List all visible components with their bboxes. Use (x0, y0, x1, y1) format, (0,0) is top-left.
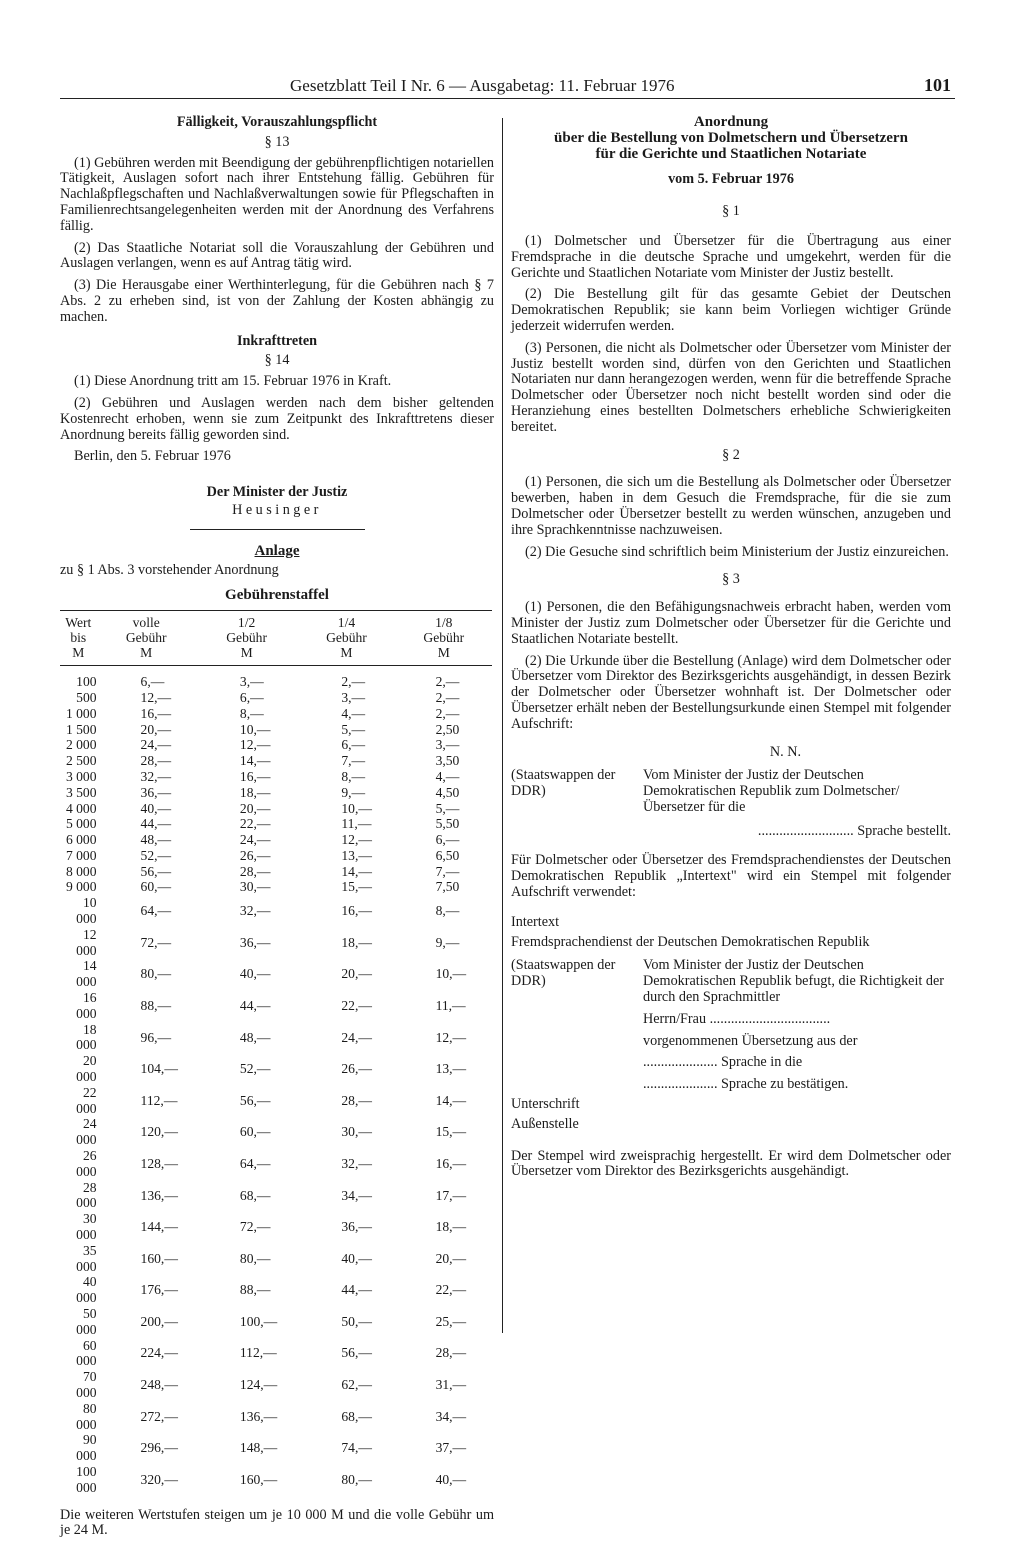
table-cell-fee: 17,— (435, 1187, 467, 1203)
section-1-paragraph-3: (3) Personen, die nicht als Dolmetscher oder Übersetzer vom Minister der Justiz bestellt worden sind, dürfen von den Gerichten und Staatlichen Notariaten nur dann herangezogen werden, wenn für die betreffende Sprache Dolmetscher oder Übersetzer noch nicht bestellt worden sind oder die Heranziehung eines bestellten Dolmetschers erhebliche Schwierigkeiten bereitet. (511, 339, 951, 435)
table-row (60, 706, 492, 722)
table-cell-fee: 31,— (435, 1377, 467, 1393)
final-paragraph: Der Stempel wird zweisprachig hergestellt. Er wird dem Dolmetscher oder Übersetzer vom Direktor des Bezirksgerichts ausgehändigt. (511, 1147, 951, 1180)
table-cell-value: 7 000 (65, 847, 97, 863)
table-cell-fee: 80,— (239, 1250, 271, 1266)
table-cell-fee: 2,50 (435, 721, 460, 737)
table-cell-fee: 224,— (140, 1345, 178, 1361)
table-cell-fee: 40,— (140, 800, 172, 816)
table-cell-fee: 96,— (140, 1029, 172, 1045)
table-cell-fee: 60,— (239, 1124, 271, 1140)
intertext-paragraph: Für Dolmetscher oder Übersetzer des Fremdsprachendienstes der Deutschen Demokratischen Republik „Intertext" wird ein Stempel mit folgender Aufschrift verwendet: (511, 852, 951, 901)
table-cell-fee: 44,— (239, 997, 271, 1013)
table-cell-fee: 24,— (341, 1029, 372, 1045)
table-cell-fee: 148,— (239, 1440, 278, 1456)
table-row (60, 1401, 492, 1433)
table-cell-fee: 26,— (239, 847, 271, 863)
table-cell-fee: 26,— (341, 1061, 372, 1077)
table-cell-value: 10 000 (76, 895, 97, 927)
table-cell-fee: 2,— (435, 674, 460, 690)
table-row (60, 895, 492, 927)
table-row (60, 1053, 492, 1085)
section-3-number: § 3 (722, 571, 740, 588)
section-14-number: § 14 (264, 352, 290, 369)
table-cell-fee: 72,— (239, 1219, 271, 1235)
table-cell-fee: 6,— (140, 674, 165, 690)
table-cell-value: 500 (76, 689, 97, 705)
table-row (60, 1085, 492, 1117)
table-cell-fee: 8,— (341, 768, 366, 784)
table-row (60, 1211, 492, 1243)
table-cell-fee: 72,— (140, 934, 172, 950)
table-cell-value: 90 000 (76, 1432, 97, 1464)
section-3-paragraph-2: (2) Die Urkunde über die Bestellung (Anlage) wird dem Dolmetscher oder Übersetzer vom Direktor des Bezirksgerichts ausgehändigt, in dessen Bezirk der Dolmetscher oder Übersetzer wohnhaft ist. Der Dolmetscher oder Übersetzer erhält neben der Bestellungsurkunde einen Stempel mit folgender Aufschrift: (511, 652, 951, 732)
table-cell-fee: 13,— (435, 1061, 467, 1077)
table-cell-fee: 56,— (341, 1345, 372, 1361)
section-3-paragraph-1: (1) Personen, die den Befähigungsnachweis erbracht haben, werden vom Minister der Justiz zum Dolmetscher oder Übersetzer für die Gerichte und Staatlichen Notariate bestellt. (511, 599, 951, 647)
table-cell-value: 26 000 (76, 1148, 97, 1179)
table-cell-fee: 18,— (239, 784, 271, 800)
table-cell-value: 3 000 (65, 768, 97, 784)
table-row (60, 666, 492, 690)
table-cell-fee: 12,— (341, 832, 372, 848)
table-cell-fee: 120,— (140, 1124, 178, 1140)
table-cell-fee: 50,— (341, 1313, 372, 1329)
table-cell-fee: 7,— (435, 863, 460, 879)
table-row (60, 1338, 492, 1370)
table-cell-fee: 56,— (239, 1092, 271, 1108)
table-cell-value: 50 000 (76, 1306, 97, 1337)
table-cell-fee: 5,— (435, 800, 460, 816)
table-cell-value: 2 500 (65, 753, 97, 769)
table-cell-fee: 36,— (239, 934, 271, 950)
table-cell-fee: 74,— (341, 1440, 372, 1456)
table-row (60, 737, 492, 753)
table-cell-fee: 22,— (341, 997, 372, 1013)
table-cell-fee: 40,— (239, 966, 271, 982)
table-cell-fee: 2,— (435, 689, 460, 705)
table-cell-fee: 8,— (239, 705, 264, 721)
table-cell-fee: 15,— (435, 1124, 467, 1140)
ordinance-date: vom 5. Februar 1976 (668, 171, 794, 188)
table-cell-fee: 20,— (239, 800, 271, 816)
table-cell-fee: 104,— (140, 1061, 178, 1077)
table-row (60, 1432, 492, 1464)
section-13-paragraph-2: (2) Das Staatliche Notariat soll die Vorauszahlung der Gebühren und Auslagen verlangen, wenn es auf Antrag tätig wird. (60, 239, 494, 272)
table-cell-value: 16 000 (76, 990, 97, 1021)
table-cell-fee: 64,— (140, 903, 172, 919)
stamp-1-text: Vom Minister der Justiz der Deutschen Demokratischen Republik zum Dolmetscher/ Übersetzer für die ........................... Sprache bestellt. (643, 767, 951, 839)
section-13-number: § 13 (264, 133, 290, 150)
header-quarter-fee: 1/4 Gebühr M (326, 615, 367, 661)
table-row (60, 1464, 492, 1503)
stamp-1-name: N. N. (769, 743, 801, 760)
table-cell-fee: 16,— (140, 705, 172, 721)
table-cell-value: 5 000 (65, 816, 97, 832)
table-cell-fee: 14,— (341, 863, 372, 879)
table-cell-fee: 6,50 (435, 847, 460, 863)
table-cell-fee: 11,— (435, 997, 466, 1013)
table-cell-fee: 4,— (341, 705, 366, 721)
table-cell-fee: 136,— (239, 1408, 278, 1424)
section-2-paragraph-2: (2) Die Gesuche sind schriftlich beim Ministerium der Justiz einzureichen. (525, 543, 949, 560)
table-cell-fee: 48,— (239, 1029, 271, 1045)
table-cell-fee: 248,— (140, 1377, 178, 1393)
table-cell-fee: 2,— (341, 674, 366, 690)
table-cell-fee: 28,— (140, 753, 172, 769)
table-cell-fee: 320,— (140, 1471, 178, 1487)
stamp-2-translation-line: vorgenommenen Übersetzung aus der (643, 1032, 858, 1049)
table-cell-fee: 64,— (239, 1155, 271, 1171)
table-cell-fee: 6,— (435, 832, 460, 848)
stamp-2-source-language-line: ..................... Sprache in die (643, 1054, 803, 1071)
table-cell-value: 2 000 (65, 737, 97, 753)
table-cell-fee: 25,— (435, 1313, 467, 1329)
table-row (60, 1274, 492, 1306)
table-cell-fee: 4,50 (435, 784, 460, 800)
table-cell-fee: 160,— (239, 1471, 278, 1487)
table-cell-fee: 36,— (140, 784, 172, 800)
table-row (60, 848, 492, 864)
table-row (60, 1306, 492, 1338)
table-cell-value: 100 000 (76, 1463, 97, 1495)
fee-table-body (60, 666, 492, 1503)
stamp-1-coat-of-arms-label: (Staatswappen der DDR) (511, 767, 616, 800)
header-half-fee: 1/2 Gebühr M (226, 615, 267, 661)
table-cell-fee: 44,— (341, 1282, 372, 1298)
table-cell-fee: 112,— (140, 1092, 178, 1108)
table-cell-fee: 296,— (140, 1440, 178, 1456)
table-cell-fee: 6,— (239, 689, 264, 705)
table-cell-value: 20 000 (76, 1053, 97, 1085)
table-cell-value: 22 000 (76, 1084, 97, 1116)
table-row (60, 801, 492, 817)
table-cell-value: 80 000 (76, 1400, 97, 1432)
table-cell-value: 18 000 (76, 1021, 97, 1053)
table-cell-fee: 10,— (435, 966, 467, 982)
section-1-paragraph-1: (1) Dolmetscher und Übersetzer für die Übertragung aus einer Fremdsprache in die deutsche Sprache und umgekehrt, werden für die Gerichte und Staatlichen Notariate vom Minister der Justiz bestellt. (511, 232, 951, 281)
table-cell-fee: 9,— (435, 934, 460, 950)
table-cell-fee: 20,— (140, 721, 172, 737)
table-cell-value: 8 000 (65, 863, 97, 879)
table-note: Die weiteren Wertstufen steigen um je 10 000 M und die volle Gebühr um je 24 M. (60, 1506, 494, 1539)
table-cell-fee: 12,— (239, 737, 271, 753)
table-cell-fee: 32,— (140, 768, 172, 784)
table-cell-fee: 112,— (239, 1345, 277, 1361)
fee-table-title: Gebührenstaffel (225, 587, 329, 604)
table-cell-fee: 12,— (140, 689, 172, 705)
table-cell-fee: 8,— (435, 903, 460, 919)
table-cell-fee: 22,— (239, 816, 271, 832)
table-cell-fee: 28,— (435, 1345, 467, 1361)
table-row (60, 816, 492, 832)
table-cell-value: 40 000 (76, 1274, 97, 1306)
table-cell-fee: 22,— (435, 1282, 467, 1298)
section-14-paragraph-2: (2) Gebühren und Auslagen werden nach dem bisher geltenden Kostenrecht erhoben, wenn sie zum Zeitpunkt des Inkrafttretens dieser Anordnung bereits fällig geworden sind. (60, 394, 494, 443)
table-cell-fee: 3,— (435, 737, 460, 753)
table-cell-fee: 100,— (239, 1313, 278, 1329)
signer-title: Der Minister der Justiz (206, 484, 348, 501)
table-row (60, 1243, 492, 1275)
table-row (60, 879, 492, 895)
table-row (60, 1116, 492, 1148)
table-cell-fee: 88,— (140, 997, 172, 1013)
table-cell-fee: 272,— (140, 1408, 178, 1424)
table-cell-value: 30 000 (76, 1211, 97, 1243)
table-cell-fee: 11,— (341, 816, 372, 832)
annex-reference: zu § 1 Abs. 3 vorstehender Anordnung (60, 561, 279, 578)
page-number: 101 (924, 75, 951, 95)
table-cell-fee: 5,50 (435, 816, 460, 832)
table-row (60, 958, 492, 990)
table-cell-value: 12 000 (76, 926, 97, 958)
table-cell-fee: 4,— (435, 768, 460, 784)
table-cell-fee: 7,— (341, 753, 366, 769)
table-cell-value: 9 000 (65, 879, 97, 895)
stamp-1 (511, 768, 951, 839)
table-cell-fee: 88,— (239, 1282, 271, 1298)
table-cell-fee: 2,— (435, 705, 460, 721)
section-2-number: § 2 (722, 446, 740, 463)
table-cell-fee: 124,— (239, 1377, 278, 1393)
table-row (60, 1369, 492, 1401)
table-cell-fee: 32,— (239, 903, 271, 919)
header-value: Wert bis M (65, 615, 92, 661)
table-cell-fee: 32,— (341, 1155, 372, 1171)
table-cell-fee: 60,— (140, 879, 172, 895)
table-cell-fee: 80,— (341, 1471, 372, 1487)
table-row (60, 722, 492, 738)
table-cell-value: 60 000 (76, 1337, 97, 1369)
table-cell-fee: 20,— (341, 966, 372, 982)
table-row (60, 1180, 492, 1212)
table-cell-fee: 5,— (341, 721, 366, 737)
table-cell-fee: 10,— (239, 721, 271, 737)
stamp-1-language-line: ........................... Sprache bestellt. (757, 822, 951, 839)
table-cell-fee: 44,— (140, 816, 172, 832)
fee-schedule-table (60, 610, 492, 1502)
stamp-2-text: Vom Minister der Justiz der Deutschen Demokratischen Republik befugt, die Richtigkeit der durch den Sprachmittler Herrn/Frau .................................. vorgenommenen Übersetzung aus der ..................... Sprache in die ..................... Sprache zu bestätigen. (643, 958, 951, 1093)
table-cell-fee: 28,— (239, 863, 271, 879)
table-cell-fee: 37,— (435, 1440, 467, 1456)
table-cell-fee: 52,— (239, 1061, 271, 1077)
table-row (60, 1022, 492, 1054)
table-cell-value: 100 (76, 674, 97, 690)
table-cell-fee: 34,— (341, 1187, 372, 1203)
left-column (60, 115, 494, 1545)
table-cell-fee: 48,— (140, 832, 172, 848)
stamp-2-coat-of-arms-label: (Staatswappen der DDR) (511, 957, 616, 990)
section-2-paragraph-1: (1) Personen, die sich um die Bestellung als Dolmetscher oder Übersetzer bewerben, haben in dem Gesuch die Fremdsprache, für die sie zum Dolmetscher oder Übersetzer bestellt zu werden wünschen, anzugeben und ihre Sprachkenntnisse nachzuweisen. (511, 474, 951, 538)
table-cell-fee: 56,— (140, 863, 172, 879)
table-row (60, 753, 492, 769)
table-cell-value: 1 000 (65, 705, 97, 721)
table-cell-value: 1 500 (65, 721, 97, 737)
table-cell-fee: 68,— (239, 1187, 271, 1203)
page-header (60, 76, 955, 99)
table-row (60, 769, 492, 785)
table-cell-fee: 3,50 (435, 753, 460, 769)
table-cell-fee: 136,— (140, 1187, 178, 1203)
table-cell-fee: 13,— (341, 847, 372, 863)
intertext-full-name: Fremdsprachendienst der Deutschen Demokratischen Republik (511, 933, 870, 950)
table-cell-fee: 24,— (140, 737, 172, 753)
table-cell-value: 14 000 (76, 958, 97, 990)
table-cell-value: 6 000 (65, 832, 97, 848)
table-cell-fee: 18,— (435, 1219, 467, 1235)
table-cell-fee: 16,— (341, 903, 372, 919)
table-cell-fee: 34,— (435, 1408, 467, 1424)
table-cell-fee: 3,— (341, 689, 366, 705)
ordinance-title-1: Anordnung (693, 114, 769, 130)
intertext-name: Intertext (511, 913, 560, 930)
table-row (60, 785, 492, 801)
table-row (60, 927, 492, 959)
section-13-paragraph-3: (3) Die Herausgabe einer Werthinterlegung, für die Gebühren nach § 7 Abs. 2 zu erheben sind, ist von der Zahlung der Kosten abhängig zu machen. (60, 277, 494, 325)
table-cell-fee: 40,— (435, 1471, 467, 1487)
signature-label: Unterschrift (511, 1096, 580, 1113)
table-cell-fee: 24,— (239, 832, 271, 848)
separator-rule (190, 529, 365, 530)
table-cell-fee: 3,— (239, 674, 264, 690)
table-cell-fee: 6,— (341, 737, 366, 753)
table-cell-fee: 30,— (341, 1124, 372, 1140)
stamp-2-target-language-line: ..................... Sprache zu bestätigen. (643, 1076, 849, 1093)
table-cell-fee: 20,— (435, 1250, 467, 1266)
header-eighth-fee: 1/8 Gebühr M (423, 615, 465, 661)
table-cell-value: 3 500 (65, 784, 97, 800)
table-cell-fee: 18,— (341, 934, 372, 950)
section-14-paragraph-1: (1) Diese Anordnung tritt am 15. Februar 1976 in Kraft. (74, 373, 392, 390)
table-cell-fee: 52,— (140, 847, 172, 863)
annex-title: Anlage (254, 542, 300, 559)
table-row (60, 832, 492, 848)
place-date: Berlin, den 5. Februar 1976 (74, 448, 231, 465)
table-cell-fee: 16,— (239, 768, 271, 784)
table-cell-fee: 200,— (140, 1313, 178, 1329)
right-column (511, 115, 951, 1186)
table-cell-fee: 14,— (435, 1092, 467, 1108)
table-cell-fee: 15,— (341, 879, 372, 895)
table-cell-fee: 68,— (341, 1408, 372, 1424)
section-14-heading: Inkrafttreten (236, 332, 318, 349)
branch-office-label: Außenstelle (511, 1115, 579, 1132)
header-full-fee: volle Gebühr M (125, 615, 167, 661)
ordinance-title-2: über die Bestellung von Dolmetschern und Übersetzern (554, 129, 908, 146)
table-cell-fee: 10,— (341, 800, 372, 816)
table-cell-fee: 30,— (239, 879, 271, 895)
table-cell-fee: 12,— (435, 1029, 467, 1045)
table-cell-fee: 144,— (140, 1219, 178, 1235)
table-cell-fee: 80,— (140, 966, 172, 982)
ordinance-title-3: für die Gerichte und Staatlichen Notariate (595, 145, 867, 162)
table-cell-fee: 62,— (341, 1377, 372, 1393)
table-cell-value: 35 000 (76, 1242, 97, 1274)
stamp-2-translator-line: Herrn/Frau .................................. (643, 1010, 831, 1027)
table-cell-fee: 160,— (140, 1250, 178, 1266)
column-divider (502, 118, 503, 1333)
stamp-2 (511, 958, 951, 1093)
table-cell-value: 24 000 (76, 1116, 97, 1148)
table-row (60, 864, 492, 880)
table-cell-value: 70 000 (76, 1369, 97, 1400)
section-1-paragraph-2: (2) Die Bestellung gilt für das gesamte Gebiet der Deutschen Demokratischen Republik; sie kann beim Vorliegen wichtiger Gründe jederzeit widerrufen werden. (511, 286, 951, 334)
signer-name: Heusinger (232, 501, 322, 518)
table-row (60, 690, 492, 706)
table-cell-fee: 7,50 (435, 879, 460, 895)
section-1-number: § 1 (722, 203, 740, 220)
gazette-title: Gesetzblatt Teil I Nr. 6 — Ausgabetag: 11. Februar 1976 (290, 76, 675, 95)
table-cell-fee: 9,— (341, 784, 366, 800)
table-cell-fee: 36,— (341, 1219, 372, 1235)
table-header-row (60, 611, 492, 666)
section-13-paragraph-1: (1) Gebühren werden mit Beendigung der gebührenpflichtigen notariellen Tätigkeit, Auslagen sofort nach ihrer Entstehung fällig. Gebühren für Nachlaßpflegschaften und Nachlaßverwaltungen sowie für Pflegschaften in Familienrechtsangelegenheiten werden mit der Anordnung des Verfahrens fällig. (60, 154, 494, 234)
table-cell-fee: 28,— (341, 1092, 372, 1108)
table-cell-fee: 16,— (435, 1155, 467, 1171)
table-cell-fee: 14,— (239, 753, 271, 769)
table-cell-fee: 128,— (140, 1155, 178, 1171)
table-row (60, 990, 492, 1022)
table-row (60, 1148, 492, 1180)
table-cell-value: 28 000 (76, 1179, 97, 1211)
table-cell-fee: 176,— (140, 1282, 178, 1298)
section-13-heading: Fälligkeit, Vorauszahlungspflicht (176, 114, 378, 130)
table-cell-value: 4 000 (65, 800, 97, 816)
table-cell-fee: 40,— (341, 1250, 372, 1266)
